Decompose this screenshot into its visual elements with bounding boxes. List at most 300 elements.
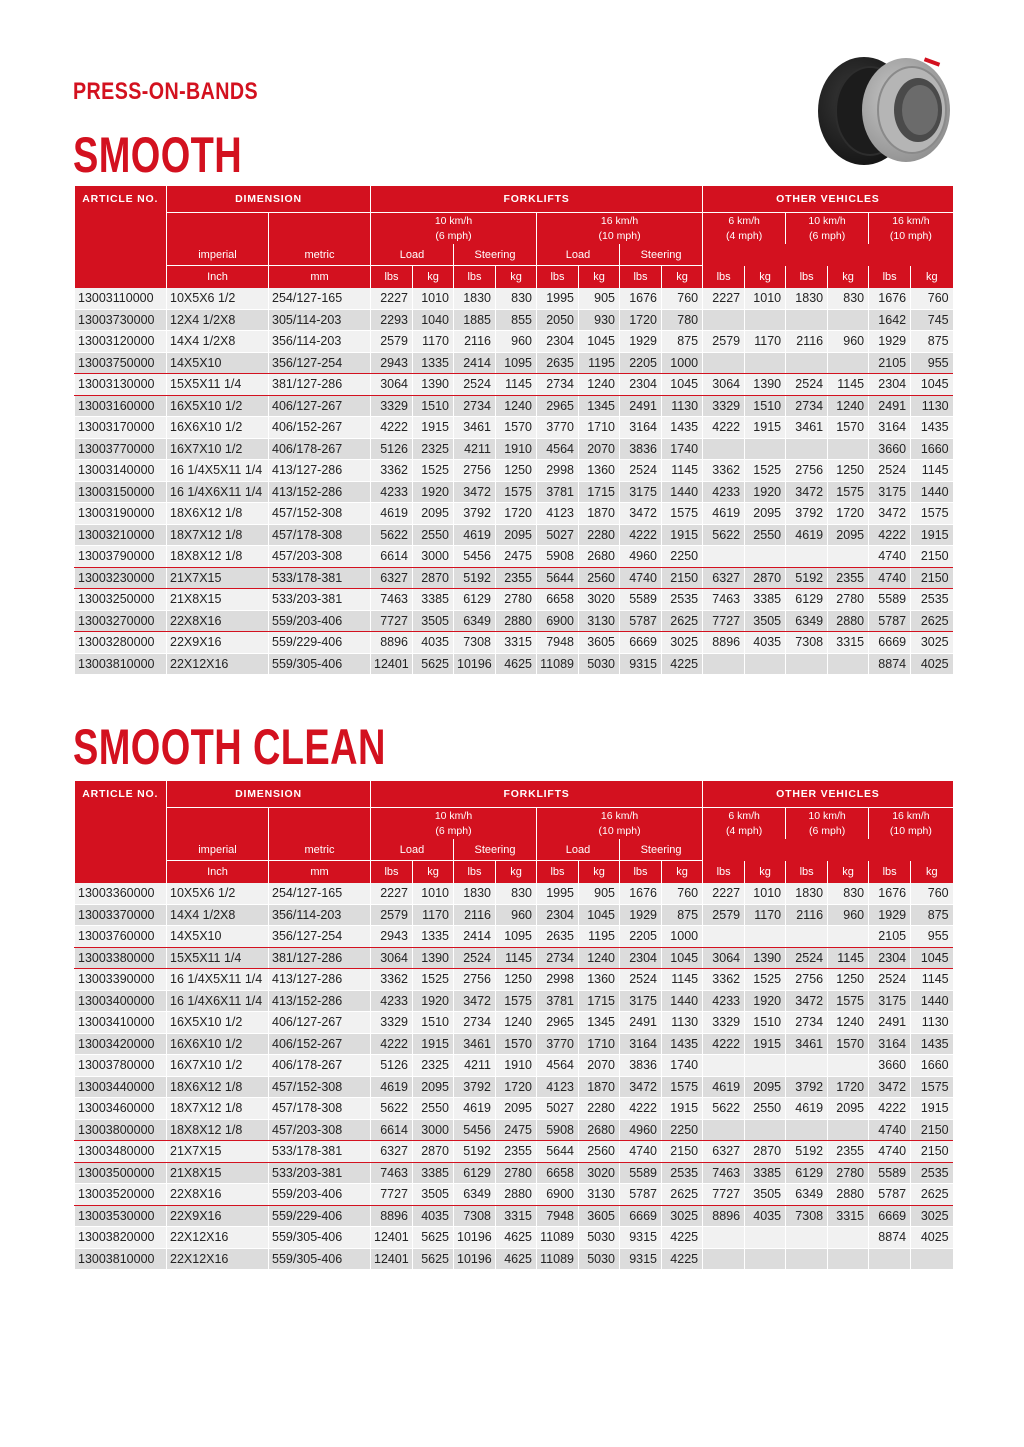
kg-value-cell: 1390 [413, 947, 454, 969]
other-speed-10kmh: 10 km/h (6 mph) [786, 213, 869, 245]
kg-value-cell: 1000 [662, 352, 703, 374]
kg-value-cell: 1010 [413, 883, 454, 904]
steering-header: Steering [620, 244, 703, 266]
kg-value-cell [745, 352, 786, 374]
metric-dimension-cell: 413/152-286 [269, 481, 371, 503]
lbs-value-cell: 3472 [869, 1076, 911, 1098]
lbs-value-cell: 2756 [454, 969, 496, 991]
other-speed-16kmh: 16 km/h (10 mph) [869, 808, 953, 840]
lbs-value-cell: 3064 [371, 947, 413, 969]
kg-value-cell: 1740 [662, 1055, 703, 1077]
kg-unit: kg [496, 861, 537, 884]
kg-value-cell: 2880 [828, 1184, 869, 1206]
lbs-value-cell: 4740 [620, 567, 662, 589]
lbs-value-cell: 3064 [703, 374, 745, 396]
kg-value-cell: 2355 [496, 1141, 537, 1163]
kg-value-cell: 1345 [579, 395, 620, 417]
lbs-value-cell: 5589 [620, 589, 662, 611]
lbs-value-cell: 4222 [371, 417, 413, 439]
lbs-value-cell: 4222 [703, 417, 745, 439]
table-row [75, 1055, 953, 1077]
lbs-value-cell: 3836 [620, 438, 662, 460]
kg-value-cell: 2095 [496, 524, 537, 546]
imperial-dimension-cell: 18X8X12 1/8 [167, 546, 269, 568]
kg-value-cell: 1010 [413, 288, 454, 309]
lbs-value-cell [786, 309, 828, 331]
kg-value-cell: 1740 [662, 438, 703, 460]
kg-value-cell: 1170 [745, 904, 786, 926]
kg-value-cell [745, 309, 786, 331]
kg-value-cell: 1130 [911, 1012, 953, 1034]
kg-value-cell: 1095 [496, 352, 537, 374]
lbs-value-cell: 4233 [371, 481, 413, 503]
lbs-value-cell: 2105 [869, 926, 911, 948]
lbs-value-cell: 3362 [371, 969, 413, 991]
other-vehicles-header: OTHER VEHICLES [703, 186, 953, 213]
lbs-value-cell: 2965 [537, 1012, 579, 1034]
lbs-value-cell: 3781 [537, 990, 579, 1012]
metric-dimension-cell: 305/114-203 [269, 309, 371, 331]
lbs-value-cell: 2734 [537, 947, 579, 969]
lbs-value-cell: 4222 [620, 524, 662, 546]
kg-value-cell: 1915 [745, 1033, 786, 1055]
kg-unit: kg [579, 266, 620, 289]
lbs-value-cell: 6129 [786, 1162, 828, 1184]
lbs-value-cell: 4619 [786, 1098, 828, 1120]
lbs-value-cell: 3472 [454, 990, 496, 1012]
table-row [75, 589, 953, 611]
lbs-value-cell: 4740 [869, 546, 911, 568]
kg-value-cell: 1170 [413, 904, 454, 926]
kg-value-cell: 830 [496, 883, 537, 904]
lbs-value-cell: 3362 [703, 460, 745, 482]
lbs-value-cell: 6129 [454, 1162, 496, 1184]
load-header: Load [371, 244, 454, 266]
imperial-dimension-cell: 10X5X6 1/2 [167, 883, 269, 904]
other-speed-6kmh: 6 km/h (4 mph) [703, 213, 786, 245]
imperial-dimension-cell: 16 1/4X6X11 1/4 [167, 990, 269, 1012]
lbs-value-cell: 4222 [869, 1098, 911, 1120]
table-row [75, 990, 953, 1012]
kg-value-cell: 1720 [496, 503, 537, 525]
metric-dimension-cell: 457/152-308 [269, 1076, 371, 1098]
kg-value-cell: 3605 [579, 632, 620, 654]
lbs-unit: lbs [703, 861, 745, 884]
lbs-unit: lbs [371, 266, 413, 289]
kg-unit: kg [662, 861, 703, 884]
kg-value-cell: 2475 [496, 1119, 537, 1141]
lbs-value-cell: 3175 [869, 481, 911, 503]
kg-value-cell: 4625 [496, 1248, 537, 1270]
kg-value-cell: 1130 [662, 395, 703, 417]
kg-value-cell: 960 [828, 904, 869, 926]
lbs-value-cell: 1885 [454, 309, 496, 331]
kg-value-cell: 2535 [911, 589, 953, 611]
kg-unit: kg [413, 861, 454, 884]
lbs-value-cell: 3175 [869, 990, 911, 1012]
kg-value-cell: 2780 [828, 589, 869, 611]
kg-value-cell: 1915 [911, 1098, 953, 1120]
lbs-value-cell: 6349 [786, 610, 828, 632]
imperial-dimension-cell: 18X6X12 1/8 [167, 1076, 269, 1098]
lbs-value-cell: 2304 [869, 947, 911, 969]
imperial-dimension-cell: 18X7X12 1/8 [167, 524, 269, 546]
imperial-dimension-cell: 10X5X6 1/2 [167, 288, 269, 309]
imperial-dimension-cell: 22X8X16 [167, 610, 269, 632]
kg-value-cell: 1390 [745, 374, 786, 396]
lbs-value-cell: 7463 [703, 1162, 745, 1184]
kg-value-cell: 2625 [911, 610, 953, 632]
lbs-value-cell: 2491 [620, 1012, 662, 1034]
table-row [75, 1119, 953, 1141]
lbs-value-cell: 7463 [703, 589, 745, 611]
lbs-value-cell: 4222 [703, 1033, 745, 1055]
kg-value-cell: 4625 [496, 653, 537, 675]
kg-value-cell: 875 [662, 331, 703, 353]
metric-dimension-cell: 406/178-267 [269, 438, 371, 460]
lbs-value-cell: 5622 [703, 1098, 745, 1120]
kg-value-cell: 3020 [579, 1162, 620, 1184]
steering-header: Steering [454, 244, 537, 266]
lbs-value-cell: 2998 [537, 460, 579, 482]
kg-value-cell: 1045 [911, 374, 953, 396]
mm-unit: mm [269, 861, 371, 884]
lbs-value-cell: 2293 [371, 309, 413, 331]
article-no-cell: 13003210000 [75, 524, 167, 546]
kg-value-cell [828, 1248, 869, 1270]
kg-value-cell: 1045 [911, 947, 953, 969]
lbs-value-cell: 3164 [869, 417, 911, 439]
lbs-value-cell [703, 653, 745, 675]
kg-value-cell: 2150 [911, 1141, 953, 1163]
lbs-value-cell: 4740 [869, 1141, 911, 1163]
lbs-value-cell: 1676 [869, 883, 911, 904]
lbs-value-cell: 2524 [869, 969, 911, 991]
lbs-value-cell: 5787 [620, 610, 662, 632]
category-heading: PRESS-ON-BANDS [73, 78, 259, 105]
lbs-value-cell: 2304 [620, 374, 662, 396]
kg-value-cell: 1240 [828, 395, 869, 417]
metric-dimension-cell: 356/127-254 [269, 352, 371, 374]
metric-dimension-cell: 457/203-308 [269, 546, 371, 568]
lbs-value-cell [786, 1248, 828, 1270]
lbs-value-cell: 11089 [537, 653, 579, 675]
kg-value-cell: 5030 [579, 653, 620, 675]
kg-value-cell: 1390 [745, 947, 786, 969]
table-row [75, 288, 953, 309]
lbs-value-cell: 3836 [620, 1055, 662, 1077]
lbs-value-cell: 2756 [786, 460, 828, 482]
lbs-value-cell: 7308 [786, 632, 828, 654]
lbs-value-cell: 6614 [371, 546, 413, 568]
article-no-cell: 13003780000 [75, 1055, 167, 1077]
kg-value-cell: 1010 [745, 288, 786, 309]
lbs-value-cell: 4222 [371, 1033, 413, 1055]
article-no-cell: 13003130000 [75, 374, 167, 396]
article-no-header: ARTICLE NO. [75, 186, 167, 288]
table-row [75, 395, 953, 417]
metric-dimension-cell: 406/127-267 [269, 395, 371, 417]
kg-value-cell: 955 [911, 926, 953, 948]
lbs-value-cell: 2116 [786, 331, 828, 353]
load-header: Load [537, 839, 620, 861]
article-no-cell: 13003810000 [75, 653, 167, 675]
kg-value-cell: 5625 [413, 1248, 454, 1270]
lbs-value-cell: 6669 [620, 632, 662, 654]
lbs-value-cell: 6349 [454, 610, 496, 632]
lbs-value-cell: 1929 [620, 331, 662, 353]
lbs-value-cell: 2635 [537, 926, 579, 948]
kg-value-cell: 1575 [911, 503, 953, 525]
kg-value-cell [828, 546, 869, 568]
kg-value-cell: 1435 [911, 1033, 953, 1055]
lbs-value-cell: 2227 [371, 883, 413, 904]
kg-value-cell: 1435 [911, 417, 953, 439]
kg-unit: kg [745, 861, 786, 884]
kg-value-cell: 2780 [496, 589, 537, 611]
lbs-value-cell: 6900 [537, 610, 579, 632]
kg-value-cell: 2625 [911, 1184, 953, 1206]
kg-value-cell: 3505 [745, 1184, 786, 1206]
article-no-cell: 13003190000 [75, 503, 167, 525]
kg-value-cell: 1510 [413, 395, 454, 417]
lbs-unit: lbs [703, 266, 745, 289]
forklift-speed-16kmh: 16 km/h (10 mph) [537, 213, 703, 245]
kg-value-cell: 1910 [496, 1055, 537, 1077]
lbs-value-cell: 7308 [454, 632, 496, 654]
metric-dimension-cell: 356/114-203 [269, 331, 371, 353]
lbs-value-cell: 2579 [371, 331, 413, 353]
lbs-value-cell: 3064 [371, 374, 413, 396]
lbs-value-cell: 7948 [537, 1205, 579, 1227]
kg-value-cell: 1575 [496, 481, 537, 503]
kg-value-cell [745, 1119, 786, 1141]
lbs-value-cell: 2635 [537, 352, 579, 374]
kg-value-cell: 1440 [662, 481, 703, 503]
kg-unit: kg [579, 861, 620, 884]
lbs-value-cell: 6327 [371, 567, 413, 589]
kg-value-cell: 3025 [662, 1205, 703, 1227]
lbs-value-cell: 3329 [371, 1012, 413, 1034]
lbs-value-cell: 3461 [786, 1033, 828, 1055]
lbs-value-cell: 2734 [786, 395, 828, 417]
kg-value-cell: 1915 [413, 417, 454, 439]
lbs-value-cell: 4619 [703, 503, 745, 525]
kg-value-cell: 2560 [579, 567, 620, 589]
metric-dimension-cell: 533/203-381 [269, 1162, 371, 1184]
imperial-dimension-cell: 14X5X10 [167, 926, 269, 948]
kg-value-cell: 5030 [579, 1248, 620, 1270]
lbs-value-cell: 3175 [620, 990, 662, 1012]
imperial-dimension-cell: 21X7X15 [167, 1141, 269, 1163]
article-no-cell: 13003790000 [75, 546, 167, 568]
kg-value-cell: 1250 [496, 969, 537, 991]
lbs-value-cell: 7727 [703, 610, 745, 632]
kg-value-cell: 2880 [496, 1184, 537, 1206]
lbs-value-cell: 7308 [786, 1205, 828, 1227]
lbs-value-cell: 3329 [703, 1012, 745, 1034]
lbs-value-cell [786, 653, 828, 675]
metric-dimension-cell: 559/229-406 [269, 1205, 371, 1227]
article-no-cell: 13003250000 [75, 589, 167, 611]
kg-value-cell: 3505 [413, 610, 454, 632]
lbs-value-cell: 3164 [620, 1033, 662, 1055]
kg-unit: kg [828, 861, 869, 884]
imperial-dimension-cell: 22X9X16 [167, 632, 269, 654]
kg-value-cell: 1040 [413, 309, 454, 331]
kg-value-cell: 2095 [413, 503, 454, 525]
lbs-value-cell: 9315 [620, 653, 662, 675]
lbs-value-cell: 8896 [703, 1205, 745, 1227]
dimension-spacer [269, 808, 371, 840]
kg-value-cell: 1145 [662, 460, 703, 482]
imperial-dimension-cell: 16X6X10 1/2 [167, 1033, 269, 1055]
lbs-value-cell: 3175 [620, 481, 662, 503]
kg-value-cell: 1250 [828, 969, 869, 991]
kg-value-cell: 1360 [579, 460, 620, 482]
mm-unit: mm [269, 266, 371, 289]
kg-value-cell: 1240 [579, 947, 620, 969]
kg-value-cell: 5625 [413, 1227, 454, 1249]
lbs-unit: lbs [869, 861, 911, 884]
lbs-value-cell: 1676 [620, 288, 662, 309]
lbs-value-cell: 6327 [703, 567, 745, 589]
kg-value-cell: 2150 [911, 546, 953, 568]
kg-value-cell: 1915 [745, 417, 786, 439]
lbs-value-cell: 2116 [454, 331, 496, 353]
lbs-value-cell: 2491 [869, 1012, 911, 1034]
lbs-value-cell: 7948 [537, 632, 579, 654]
kg-value-cell: 1240 [828, 1012, 869, 1034]
lbs-value-cell: 3792 [454, 1076, 496, 1098]
lbs-value-cell: 2491 [620, 395, 662, 417]
lbs-value-cell: 2304 [537, 904, 579, 926]
metric-dimension-cell: 559/203-406 [269, 1184, 371, 1206]
metric-dimension-cell: 457/178-308 [269, 524, 371, 546]
lbs-value-cell: 11089 [537, 1248, 579, 1270]
kg-value-cell [828, 653, 869, 675]
lbs-value-cell: 2943 [371, 926, 413, 948]
kg-value-cell: 2550 [745, 1098, 786, 1120]
lbs-value-cell: 10196 [454, 1227, 496, 1249]
lbs-unit: lbs [620, 266, 662, 289]
lbs-value-cell: 3472 [786, 990, 828, 1012]
lbs-value-cell: 7463 [371, 589, 413, 611]
kg-value-cell [911, 1248, 953, 1270]
lbs-value-cell: 10196 [454, 1248, 496, 1270]
lbs-value-cell: 2965 [537, 395, 579, 417]
metric-dimension-cell: 356/127-254 [269, 926, 371, 948]
kg-value-cell: 3020 [579, 589, 620, 611]
kg-value-cell: 1575 [828, 481, 869, 503]
lbs-value-cell: 4960 [620, 546, 662, 568]
article-no-cell: 13003280000 [75, 632, 167, 654]
article-no-cell: 13003370000 [75, 904, 167, 926]
metric-dimension-cell: 254/127-165 [269, 288, 371, 309]
article-no-cell: 13003360000 [75, 883, 167, 904]
lbs-unit: lbs [454, 266, 496, 289]
lbs-value-cell: 3472 [620, 1076, 662, 1098]
imperial-dimension-cell: 16X7X10 1/2 [167, 1055, 269, 1077]
kg-value-cell [828, 1055, 869, 1077]
lbs-value-cell: 7727 [703, 1184, 745, 1206]
table-row [75, 331, 953, 353]
lbs-value-cell: 1676 [869, 288, 911, 309]
kg-value-cell [745, 1055, 786, 1077]
kg-value-cell: 1095 [496, 926, 537, 948]
kg-value-cell: 2780 [496, 1162, 537, 1184]
kg-value-cell: 2095 [745, 503, 786, 525]
lbs-value-cell: 4619 [454, 524, 496, 546]
lbs-value-cell: 6658 [537, 1162, 579, 1184]
kg-value-cell: 1915 [662, 524, 703, 546]
lbs-value-cell: 7727 [371, 610, 413, 632]
lbs-value-cell: 7727 [371, 1184, 413, 1206]
metric-dimension-cell: 413/127-286 [269, 460, 371, 482]
lbs-value-cell: 4960 [620, 1119, 662, 1141]
kg-value-cell: 960 [828, 331, 869, 353]
kg-value-cell: 2550 [745, 524, 786, 546]
imperial-dimension-cell: 15X5X11 1/4 [167, 374, 269, 396]
kg-value-cell: 1660 [911, 1055, 953, 1077]
lbs-value-cell: 4123 [537, 503, 579, 525]
kg-value-cell: 760 [662, 883, 703, 904]
lbs-value-cell: 2491 [869, 395, 911, 417]
kg-value-cell: 1920 [745, 481, 786, 503]
dimension-spacer [167, 213, 269, 245]
lbs-unit: lbs [786, 266, 828, 289]
table-row [75, 969, 953, 991]
metric-dimension-cell: 559/305-406 [269, 1248, 371, 1270]
lbs-value-cell: 2756 [786, 969, 828, 991]
kg-value-cell: 1335 [413, 926, 454, 948]
kg-value-cell: 1170 [413, 331, 454, 353]
kg-value-cell: 875 [911, 331, 953, 353]
kg-value-cell: 3605 [579, 1205, 620, 1227]
kg-value-cell: 3385 [745, 1162, 786, 1184]
lbs-value-cell: 2943 [371, 352, 413, 374]
lbs-value-cell: 1929 [869, 331, 911, 353]
kg-value-cell: 2355 [828, 567, 869, 589]
imperial-dimension-cell: 18X6X12 1/8 [167, 503, 269, 525]
table-row [75, 653, 953, 675]
kg-value-cell: 3000 [413, 1119, 454, 1141]
lbs-value-cell: 4564 [537, 1055, 579, 1077]
lbs-value-cell: 5192 [454, 567, 496, 589]
lbs-value-cell: 2579 [703, 331, 745, 353]
other-spacer [703, 244, 953, 266]
inch-unit: Inch [167, 266, 269, 289]
kg-value-cell: 1710 [579, 1033, 620, 1055]
lbs-value-cell: 5192 [786, 567, 828, 589]
table-row [75, 610, 953, 632]
table-row [75, 1248, 953, 1270]
kg-value-cell: 1720 [828, 1076, 869, 1098]
kg-value-cell: 3315 [828, 1205, 869, 1227]
kg-value-cell: 2070 [579, 1055, 620, 1077]
lbs-unit: lbs [869, 266, 911, 289]
kg-value-cell: 830 [828, 288, 869, 309]
table-row [75, 438, 953, 460]
kg-value-cell: 4025 [911, 653, 953, 675]
lbs-value-cell: 4619 [371, 503, 413, 525]
kg-value-cell: 2095 [413, 1076, 454, 1098]
lbs-unit: lbs [454, 861, 496, 884]
kg-value-cell: 1145 [911, 969, 953, 991]
lbs-value-cell: 6669 [869, 1205, 911, 1227]
imperial-dimension-cell: 14X4 1/2X8 [167, 904, 269, 926]
kg-value-cell [745, 926, 786, 948]
